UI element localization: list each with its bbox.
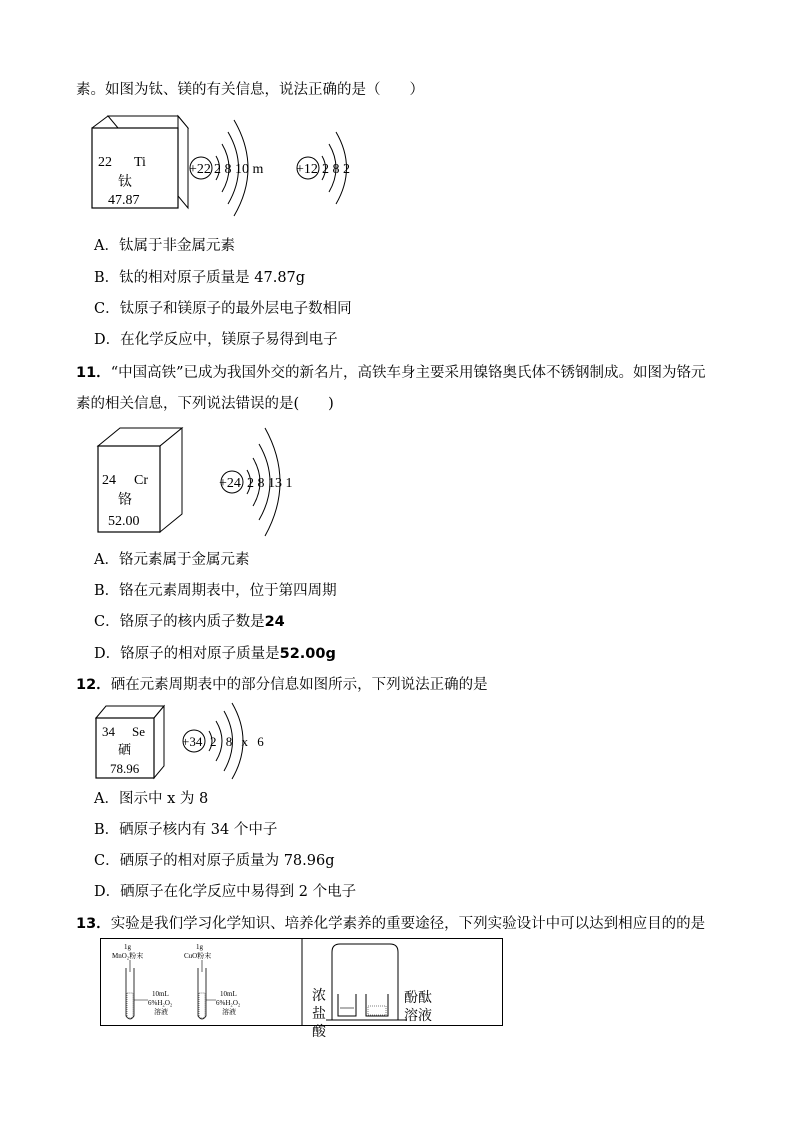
q10-mg-shells: 2 8 2 [322,162,350,177]
q11-option-c-value: 24 [264,614,285,630]
q10-option-a: A．钛属于非金属元素 [94,238,235,254]
svg-text:溶液: 溶液 [222,1008,236,1016]
q11-element-name: 铬 [118,493,132,508]
q11-option-d-value: 52.00g [279,646,336,662]
svg-text:1g: 1g [196,943,203,951]
q10-atomic-number: 22 [98,155,112,170]
q12-se-atom-diagram [182,703,267,779]
q11-number: 11． [76,365,111,381]
q12-option-d: D．硒原子在化学反应中易得到 2 个电子 [94,884,357,900]
svg-text:10mL: 10mL [220,990,237,998]
q10-ti-nucleus: +22 [189,162,211,177]
q12-shells: 2 8 x 6 [210,734,267,749]
svg-text:溶液: 溶液 [404,1009,432,1024]
svg-text:溶液: 溶液 [154,1008,168,1016]
q12-option-b: B．硒原子核内有 34 个中子 [94,822,278,838]
q12-element-cell [96,706,164,778]
q10-option-b: B．钛的相对原子质量是 47.87g [94,270,306,286]
q12-nucleus: +34 [182,734,203,749]
q11-option-c: C．铬原子的核内质子数是24 [94,614,285,630]
q11-cr-atom-diagram [219,428,293,536]
q12-option-c: C．硒原子的相对原子质量为 78.96g [94,853,335,869]
q10-option-d: D．在化学反应中，镁原子易得到电子 [94,332,338,348]
q12-option-a: A．图示中 x 为 8 [94,791,209,807]
q11-figure [90,422,320,537]
svg-text:CuO粉末: CuO粉末 [184,952,212,960]
q10-symbol: Ti [134,155,146,170]
svg-text:酚酞: 酚酞 [404,991,432,1006]
q11-shells: 2 8 13 1 [247,476,293,491]
q10-ti-shells: 2 8 10 m [214,162,264,177]
q11-atomic-mass: 52.00 [108,514,140,529]
svg-text:浓: 浓 [312,989,326,1004]
svg-text:盐: 盐 [312,1007,326,1022]
q10-mg-nucleus: +12 [296,162,318,177]
q13-stem: 13．实验是我们学习化学知识、培养化学素养的重要途径，下列实验设计中可以达到相应目的的是 [76,916,706,932]
q11-stem-line1: 11．“中国高铁”已成为我国外交的新名片，高铁车身主要采用镍铬奥氏体不锈钢制成。如图为铬元 [76,365,706,381]
q10-mg-atom-diagram [296,132,350,204]
q11-option-a: A．铬元素属于金属元素 [94,552,250,568]
q11-option-b: B．铬在元素周期表中，位于第四周期 [94,583,337,599]
q12-atomic-number: 34 [102,724,115,739]
q11-option-d: D．铬原子的相对原子质量是52.00g [94,646,336,662]
svg-text:6%H₂O₂: 6%H₂O₂ [148,999,173,1007]
q13-number: 13． [76,916,111,932]
q11-symbol: Cr [134,473,148,488]
q12-atomic-mass: 78.96 [110,761,140,776]
q12-figure [90,702,270,780]
q10-stem: 素。如图为钛、镁的有关信息，说法正确的是（ ） [76,82,424,98]
svg-text:酸: 酸 [312,1025,326,1040]
q10-element-name: 钛 [118,175,132,190]
q11-atomic-number: 24 [102,473,116,488]
q10-atomic-mass: 47.87 [108,193,140,208]
q10-option-c: C．钛原子和镁原子的最外层电子数相同 [94,301,352,317]
q11-nucleus: +24 [219,476,241,491]
svg-text:10mL: 10mL [152,990,169,998]
q11-element-cell [98,428,182,532]
q10-figure [86,108,376,218]
q10-ti-atom-diagram [189,120,264,216]
q12-stem: 12．硒在元素周期表中的部分信息如图所示，下列说法正确的是 [76,677,488,693]
svg-text:6%H₂O₂: 6%H₂O₂ [216,999,241,1007]
q12-number: 12． [76,677,111,693]
q12-symbol: Se [132,724,145,739]
svg-text:1g: 1g [124,943,131,951]
q11-stem-line2: 素的相关信息，下列说法错误的是( ) [76,396,334,412]
svg-text:MnO₂粉末: MnO₂粉末 [112,952,144,960]
q13-experiment-figure [100,938,504,1040]
q12-element-name: 硒 [118,742,132,757]
q10-element-cell [92,116,188,208]
